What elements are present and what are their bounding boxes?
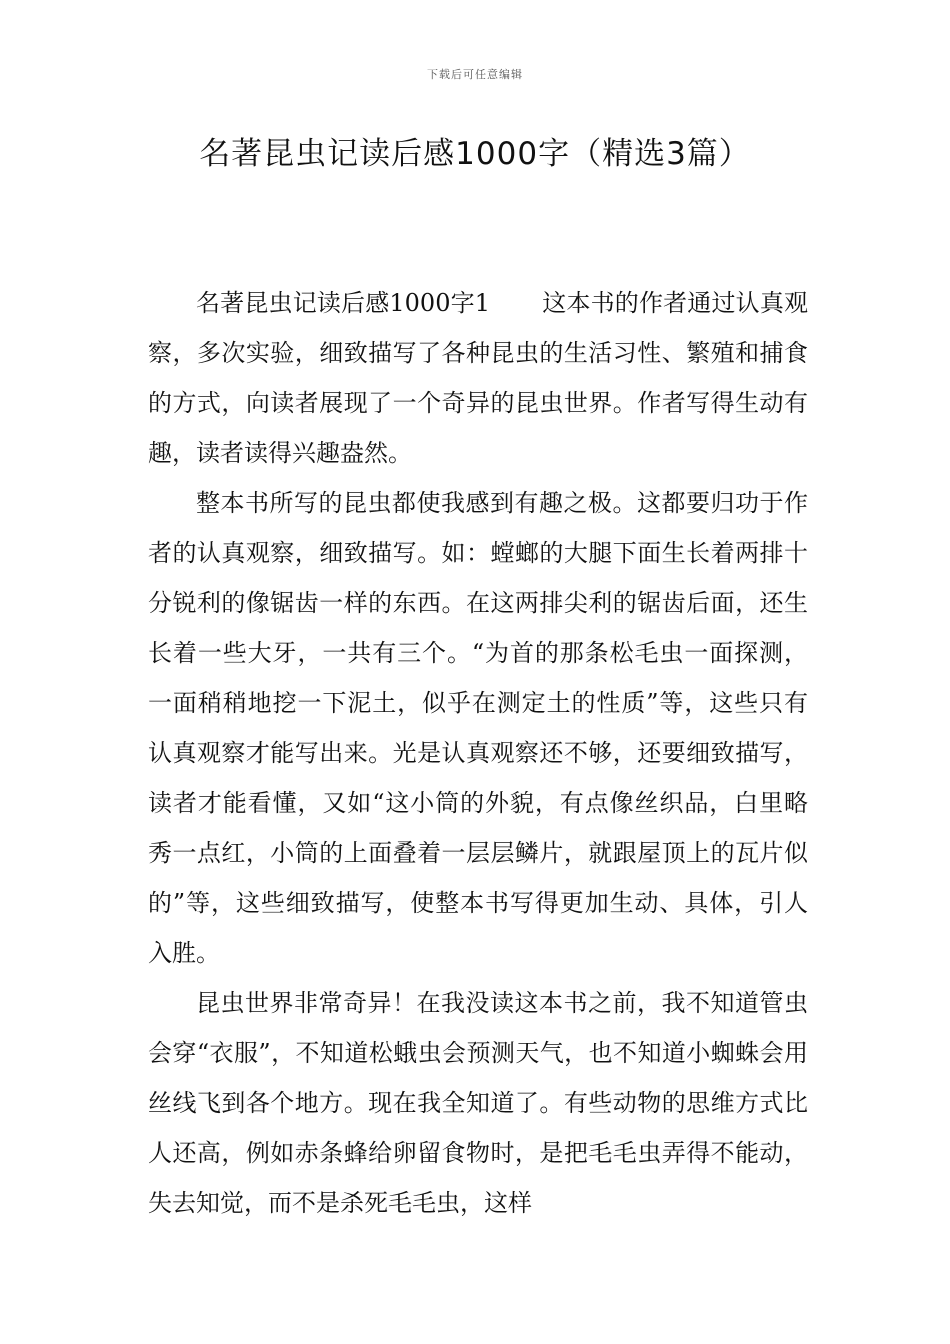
header-note: 下载后可任意编辑 xyxy=(427,68,523,81)
document-body xyxy=(148,278,808,1228)
paragraph-2: 整本书所写的昆虫都使我感到有趣之极。这都要归功于作者的认真观察，细致描写。如：螳螂的大腿下面生长着两排十分锐利的像锯齿一样的东西。在这两排尖利的锯齿后面，还生长着一些大牙，一共有三个。“为首的那条松毛虫一面探测，一面稍稍地挖一下泥土，似乎在测定土的性质”等，这些只有认真观察才能写出来。光是认真观察还不够，还要细致描写，读者才能看懂，又如“这小筒的外貌，有点像丝织品，白里略秀一点红，小筒的上面叠着一层层鳞片，就跟屋顶上的瓦片似的”等，这些细致描写，使整本书写得更加生动、具体，引人入胜。 xyxy=(148,489,808,967)
paragraph-3: 昆虫世界非常奇异！在我没读这本书之前，我不知道管虫会穿“衣服”，不知道松蛾虫会预测天气，也不知道小蜘蛛会用丝线飞到各个地方。现在我全知道了。有些动物的思维方式比人还高，例如赤条蜂给卵留食物时，是把毛毛虫弄得不能动，失去知觉，而不是杀死毛毛虫，这样 xyxy=(148,989,808,1217)
document-title: 名著昆虫记读后感1000字（精选3篇） xyxy=(199,136,751,172)
paragraph-1-text: 这本书的作者通过认真观察，多次实验，细致描写了各种昆虫的生活习性、繁殖和捕食的方式，向读者展现了一个奇异的昆虫世界。作者写得生动有趣，读者读得兴趣盎然。 xyxy=(148,289,808,467)
section-heading: 名著昆虫记读后感1000字1 xyxy=(196,289,491,317)
paragraph-1 xyxy=(148,278,808,478)
